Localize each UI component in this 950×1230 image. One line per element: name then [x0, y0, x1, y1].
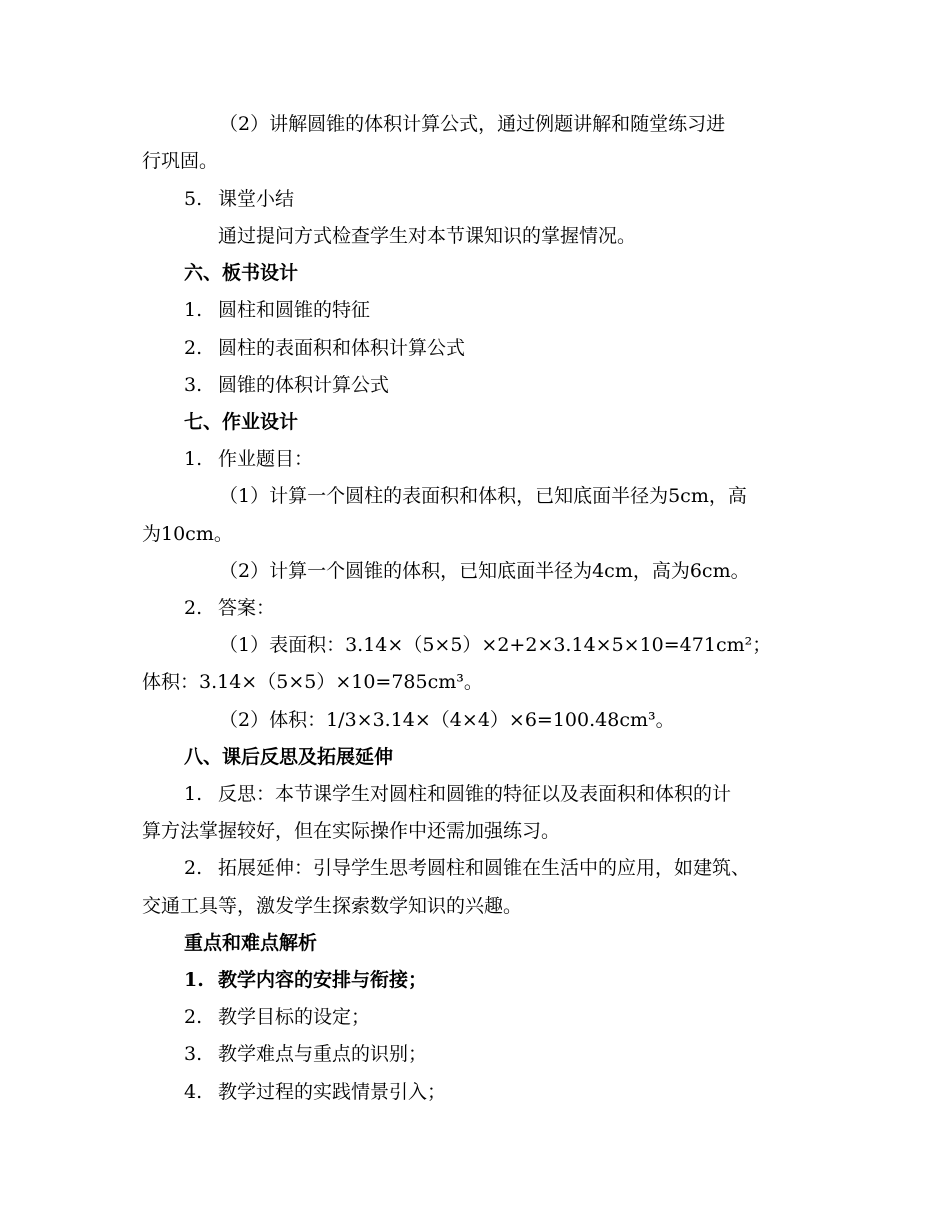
list-item: [184, 447, 313, 471]
list-item: [184, 298, 370, 322]
list-item-number: 2.: [184, 597, 203, 619]
list-item-label: 教学内容的安排与衔接；: [218, 969, 428, 991]
list-item: [184, 336, 465, 360]
list-item: [184, 1080, 446, 1104]
list-item: [184, 1042, 427, 1066]
list-item-label: 课堂小结: [218, 188, 295, 210]
list-item-number: 1.: [184, 783, 203, 805]
list-item: [184, 856, 750, 880]
list-item-label: 教学难点与重点的识别；: [218, 1043, 428, 1065]
list-item-label: 教学目标的设定；: [218, 1006, 371, 1028]
list-item: [184, 187, 294, 211]
list-item-number: 3.: [184, 374, 203, 396]
question-text: 为10cm。: [142, 523, 233, 545]
list-item: [184, 373, 389, 397]
list-item-number: 2.: [184, 337, 203, 359]
paragraph-text: 行巩固。: [142, 150, 219, 172]
list-item: [184, 1005, 370, 1029]
list-item-label: 圆柱的表面积和体积计算公式: [218, 337, 466, 359]
section-heading: 重点和难点解析: [184, 932, 318, 954]
section-heading: 七、作业设计: [184, 411, 299, 433]
list-item-number: 1.: [184, 448, 203, 470]
list-item-number: 2.: [184, 1006, 203, 1028]
list-item-number: 4.: [184, 1081, 203, 1103]
answer-text: 体积：3.14×（5×5）×10=785cm³。: [142, 671, 483, 693]
list-item: [184, 782, 731, 806]
section-heading: 六、板书设计: [184, 262, 299, 284]
list-item-label: 圆柱和圆锥的特征: [218, 299, 371, 321]
paragraph-text: （2）讲解圆锥的体积计算公式，通过例题讲解和随堂练习进: [219, 113, 726, 135]
paragraph-text: 通过提问方式检查学生对本节课知识的掌握情况。: [218, 225, 637, 247]
list-item-label: 教学过程的实践情景引入；: [218, 1081, 447, 1103]
paragraph-text: 交通工具等，激发学生探索数学知识的兴趣。: [142, 895, 523, 917]
list-item: [184, 596, 275, 620]
list-item-number: 1.: [184, 299, 203, 321]
list-item-number: 3.: [184, 1043, 203, 1065]
paragraph-text: 算方法掌握较好，但在实际操作中还需加强练习。: [142, 820, 561, 842]
answer-text: （1）表面积：3.14×（5×5）×2+2×3.14×5×10=471cm²；: [219, 634, 772, 656]
section-heading: 八、课后反思及拓展延伸: [184, 746, 394, 768]
question-text: （2）计算一个圆锥的体积，已知底面半径为4cm，高为6cm。: [219, 560, 750, 582]
question-text: （1）计算一个圆柱的表面积和体积，已知底面半径为5cm，高: [219, 485, 747, 507]
list-item-label: 拓展延伸：引导学生思考圆柱和圆锥在生活中的应用，如建筑、: [218, 857, 751, 879]
list-item: [184, 968, 427, 992]
list-item-number: 5.: [184, 188, 203, 210]
list-item-label: 答案：: [218, 597, 276, 619]
list-item-number: 1.: [184, 969, 204, 991]
list-item-label: 作业题目：: [218, 448, 314, 470]
list-item-number: 2.: [184, 857, 203, 879]
answer-text: （2）体积：1/3×3.14×（4×4）×6=100.48cm³。: [219, 709, 675, 731]
list-item-label: 圆锥的体积计算公式: [218, 374, 390, 396]
list-item-label: 反思：本节课学生对圆柱和圆锥的特征以及表面积和体积的计: [218, 783, 732, 805]
